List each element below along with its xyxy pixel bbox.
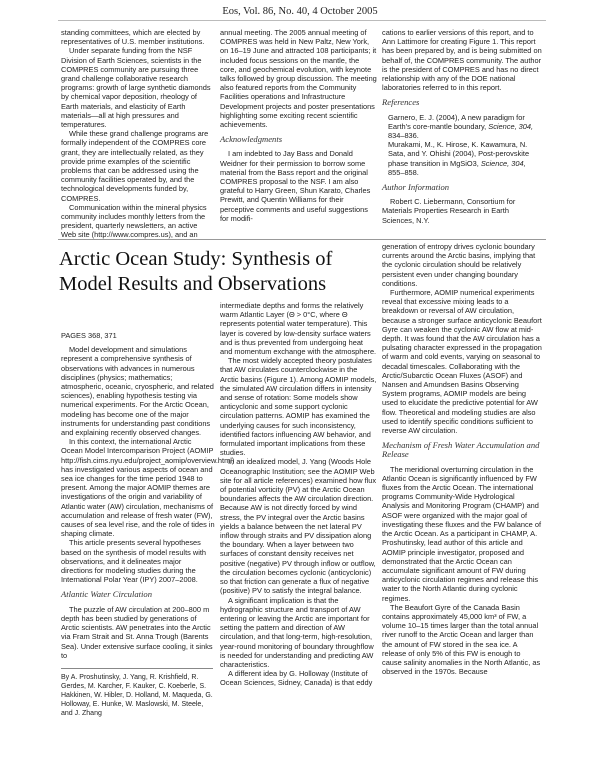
reference-item: Garnero, E. J. (2004), A new paradigm for Earth's core-mantle boundary, Science, 304, 834–836. [388, 112, 534, 141]
paragraph: generation of entropy drives cyclonic boundary currents around the Arctic basins, implying that the cyclonic circulation should be relatively persistent even under changing boundary conditions. [382, 242, 536, 288]
prev-article-column-2 [220, 28, 377, 223]
article-column-3 [382, 242, 542, 676]
acknowledgments-heading: Acknowledgments [220, 134, 283, 145]
author-information-heading: Author Information [382, 182, 450, 193]
paragraph: Model development and simulations represent a comprehensive synthesis of observations with advances in numerous disciplines (physics; mathematics; atmospheric, oceanic, cryospheric, and related sciences), enabling hypothesis testing via numerical experiments. For the Arctic Ocean, modeling has become one of the major instruments for understanding past conditions and explaining recently observed changes. [61, 345, 214, 438]
paragraph: This article presents several hypotheses based on the synthesis of model results with observations, and it delineates major directions for modeling studies during the International Polar Year (IPY) 2007–2008. [61, 538, 207, 585]
paragraph: In this context, the international Arctic Ocean Model Intercomparison Project (AOMIP http://fish.cims.nyu.edu/project_aomip/overview.html) has investigated various aspects of ocean and sea ice changes for the time period 1948 to present. Among the major AOMIP themes are investigations of the origin and variability of Atlantic water (AW) circulation, mechanisms of accumulation and release of fresh water (FW), causes of sea level rise, and the role of tides in shaping climate. [61, 437, 235, 539]
paragraph: The puzzle of AW circulation at 200–800 m depth has been studied by generations of Arctic scientists. AW penetrates into the Arctic via Fram Strait and St. Anna Trough (Barents Sea). Under extensive surface cooling, it sinks to [61, 604, 213, 660]
paragraph: A significant implication is that the hydrographic structure and transport of AW entering or leaving the Arctic are important for setting the pattern and direction of AW circulation, and that long-term, high-resolution, year-round monitoring of boundary throughflow is needed for understanding and predicting AW characteristics. [220, 595, 374, 669]
atlantic-water-heading: Atlantic Water Circulation [61, 589, 153, 600]
article-column-1 [61, 331, 235, 718]
references-heading: References [382, 97, 420, 108]
paragraph: A different idea by G. Holloway (Institute of Ocean Sciences, Sidney, Canada) is that eddy [220, 669, 373, 688]
paragraph: In an idealized model, J. Yang (Woods Hole Oceanographic Institution; see the AOMIP Web site for all article references) examined how flux of potential vorticity (PV) at the Arctic Ocean boundaries affects the AW circulation direction. Because AW is not directly forced by wind stress, the PV integral over the Arctic basins yields a balance between the net lateral PV inflow through straits and PV dissipation along the boundary. When a layer between two surfaces of constant density receives net positive (negative) PV through inflow or outflow, the circulation becomes cyclonic (anticyclonic) so that friction can generate a flux of negative (positive) PV to satisfy the integral balance. [220, 457, 377, 596]
fresh-water-heading: Mechanism of Fresh Water Accumulation and Release [382, 440, 540, 460]
byline-rule [61, 668, 213, 669]
prev-article-column-3 [382, 28, 542, 225]
author-information-text: Robert C. Liebermann, Consortium for Materials Properties Research in Earth Sciences, N.Y. [382, 197, 516, 225]
paragraph: While these grand challenge programs are formally independent of the COMPRES core grant, they are intellectually related, as they provide prime examples of the scientific problems that can be addressed using the community facilities operated by, and the technological developments funded by, COMPRES. [61, 129, 209, 203]
paragraph: standing committees, which are elected by representatives of U.S. member institutions. [61, 28, 205, 47]
paragraph: The most widely accepted theory postulates that AW circulates counterclockwise in the Arctic basins (Figure 1). Among AOMIP models, the simulated AW circulation differs in intensity and sense of rotation: Some models show anticyclonic and some support cyclonic circulation patterns. AOMIP has examined the underlying causes for such inconsistency, identified factors influencing AW behavior, and formulated important implications from these studies. [220, 356, 377, 458]
author-byline: By A. Proshutinsky, J. Yang, R. Krishfield, R. Gerdes, M. Karcher, F. Kauker, C. Koeberle, S. Hakkinen, W. Hibler, D. Holland, M. Maqueda, G. Holloway, E. Hunke, W. Maslowski, M. Steele, and J. Zhang [61, 673, 213, 717]
page-range: PAGES 368, 371 [61, 331, 117, 340]
paragraph: The meridional overturning circulation in the Atlantic Ocean is significantly influenced by FW fluxes from the Arctic Ocean. The international programs Community-Wide Hydrological Analysis and Monitoring Program (CHAMP) and ASOF were organized with the major goal of investigating these fluxes and the FW balance of the Arctic Ocean. As a participant in CHAMP, A. Proshutinsky, lead author of this article and AOMIP principle investigator, proposed and demonstrated that the Arctic Ocean can accumulate significant amount of FW during anticyclonic circulation regimes and release this water to the North Atlantic during cyclonic regimes. [382, 464, 541, 603]
prev-article-column-1 [61, 28, 213, 240]
paragraph: annual meeting. The 2005 annual meeting of COMPRES was held in New Paltz, New York, on 16–19 June and attracted 108 participants; it included focus sessions on the mantle, the core, and geochemical evolution, with keynote talks followed by group discussion. The meeting also featured reports from the Community Facilities operations and Infrastructure Development projects and poster presentations highlighting some exciting recent scientific achievements. [220, 28, 377, 130]
reference-item: Murakami, M., K. Hirose, K. Kawamura, N. Sata, and Y. Ohishi (2004), Post-perovskite phase transition in MgSiO3, Science, 304, 855–858. [388, 140, 530, 177]
header-rule [58, 20, 546, 21]
acknowledgments-text: I am indebted to Jay Bass and Donald Weidner for their permission to borrow some material from the Bass report and the original COMPRES proposal to the NSF. I am also grateful to Harry Green, Shun Karato, Charles Prewitt, and Quentin Williams for their perceptive comments and useful suggestions for modifi- [220, 149, 371, 223]
paragraph: Furthermore, AOMIP numerical experiments reveal that excessive mixing leads to a breakdown or reversal of AW circulation, because a stronger surface anticyclonic Beaufort Gyre can weaken the cyclonic AW flow at mid-depth. It was found that the AW circulation has a pulsating character expressed in the propagation of warm and cold events, varying on seasonal to decadal timescales. Collaborating with the Arctic/Subarctic Ocean Fluxes (ASOF) and Nansen and Amundsen Basins Observing System programs, AOMIP models are being used to elucidate the predictive potential for AW flow. Theoretical and modeling studies are also used to identify specific conditions sufficient to reverse AW circulation. [382, 288, 542, 436]
paragraph: Communication within the mineral physics community includes monthly letters from the president, quarterly newsletters, an active Web site (http://www.compres.us), and an [61, 202, 207, 240]
paragraph: intermediate depths and forms the relatively warm Atlantic Layer (Θ > 0°C, where Θ represents potential water temperature). This layer is covered by low-density surface waters and is thus prevented from undergoing heat and momentum exchange with the atmosphere. [220, 301, 377, 357]
article-column-2 [220, 301, 377, 688]
article-divider [58, 239, 546, 240]
paragraph: cations to earlier versions of this report, and to Ann Lattimore for creating Figure 1. This report has been prepared by, and is being submitted on behalf of, the COMPRES community. The author is the president of COMPRES and has no direct relationship with any of the DOE national laboratories referred to in this report. [382, 28, 542, 93]
running-head: Eos, Vol. 86, No. 40, 4 October 2005 [222, 6, 378, 17]
paragraph: Under separate funding from the NSF Division of Earth Sciences, scientists in the COMPRES community are pursuing three grand challenge collaborative research programs: growth of large synthetic diamonds by chemical vapor deposition, rheology of Earth materials, and elasticity of Earth materials—all at high pressures and temperatures. [61, 46, 211, 130]
paragraph: The Beaufort Gyre of the Canada Basin contains approximately 45,000 km³ of FW, a volume 10–15 times larger than the total annual river runoff to the Arctic Ocean and larger than the amount of FW stored in the sea ice. A release of only 5% of this FW is enough to cause salinity anomalies in the North Atlantic, as observed in the 1970s. Because [382, 602, 541, 677]
article-title: Arctic Ocean Study: Synthesis of Model Results and Observations [59, 248, 333, 295]
